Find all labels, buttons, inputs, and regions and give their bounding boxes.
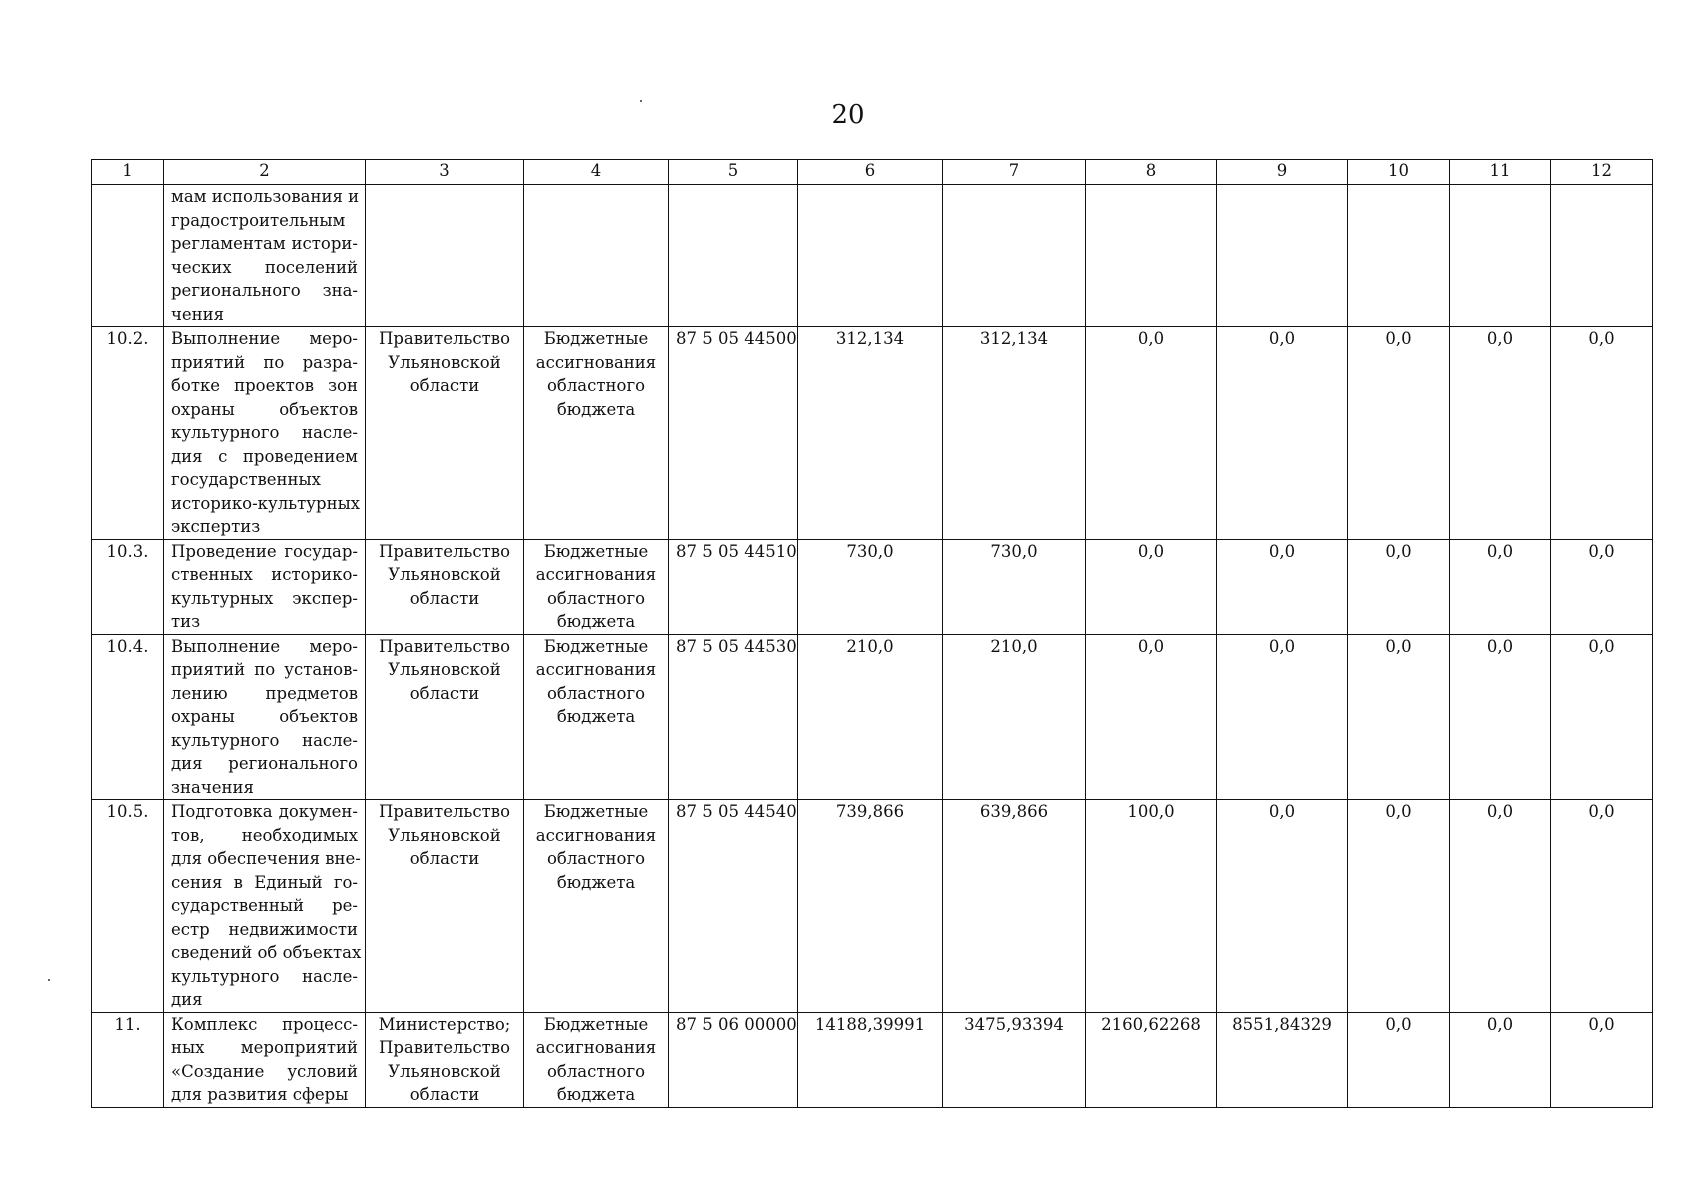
funding-source-line: бюджета — [556, 707, 636, 726]
header-cell-9: 9 — [1217, 160, 1348, 185]
value-cell-col-7 — [943, 185, 1086, 327]
value-cell-col-10: 0,0 — [1348, 1012, 1450, 1107]
funding-source-line: Бюджетные — [543, 541, 649, 561]
value-cell-col-8: 0,0 — [1086, 539, 1217, 634]
funding-source-cell — [524, 185, 669, 327]
measure-name-cell — [164, 1012, 366, 1107]
header-cell-1: 1 — [92, 160, 164, 185]
value-cell-col-12: 0,0 — [1551, 634, 1653, 800]
measure-name-line: Подготовка докумен- — [171, 802, 358, 821]
executor-line: Ульяновской — [388, 565, 501, 584]
table-row — [92, 1012, 1653, 1107]
measure-name-line: мам использования и — [171, 187, 360, 206]
table-row — [92, 327, 1653, 540]
value-cell-col-9: 0,0 — [1217, 539, 1348, 634]
header-cell-11: 11 — [1450, 160, 1551, 185]
measure-name-line: экспертиз — [171, 517, 261, 536]
measure-name-cell — [164, 800, 366, 1013]
value-cell-col-9: 0,0 — [1217, 327, 1348, 540]
measure-name-line: регионального зна- — [171, 281, 358, 300]
value-cell-col-10 — [1348, 185, 1450, 327]
executor-line: Ульяновской — [388, 352, 501, 372]
measure-name-line: Комплекс процесс- — [171, 1014, 358, 1034]
executor-cell — [366, 327, 524, 540]
budget-code-cell: 87 5 05 44500 — [669, 327, 798, 540]
table-row — [92, 185, 1653, 327]
budget-table — [91, 159, 1653, 1108]
measure-name-line: охраны объектов — [171, 399, 358, 419]
funding-source-line: Бюджетные — [543, 329, 649, 348]
budget-code-cell: 87 5 05 44510 — [669, 539, 798, 634]
executor-line: Правительство — [378, 802, 511, 821]
scan-speck — [48, 979, 50, 981]
header-cell-6: 6 — [798, 160, 943, 185]
executor-line: Правительство — [378, 636, 511, 656]
header-cell-4: 4 — [524, 160, 669, 185]
executor-line: области — [409, 588, 480, 608]
measure-name-line: для развития сферы — [171, 1085, 349, 1104]
value-cell-col-11 — [1450, 185, 1551, 327]
measure-name-line: охраны объектов — [171, 707, 358, 726]
funding-source-line: ассигнования — [535, 825, 657, 845]
value-cell-col-10: 0,0 — [1348, 800, 1450, 1013]
funding-source-line: областного — [546, 849, 646, 868]
budget-code-cell: 87 5 05 44530 — [669, 634, 798, 800]
value-cell-col-6: 730,0 — [798, 539, 943, 634]
value-cell-col-12: 0,0 — [1551, 327, 1653, 540]
funding-source-line: Бюджетные — [543, 636, 649, 656]
header-cell-5: 5 — [669, 160, 798, 185]
measure-name-line: ботке проектов зон — [171, 376, 358, 395]
header-cell-2: 2 — [164, 160, 366, 185]
funding-source-line: ассигнования — [535, 660, 657, 679]
measure-name-line: культурных экспер- — [171, 588, 358, 608]
measure-name-line: чения — [171, 304, 225, 324]
measure-name-line: для обеспечения вне- — [171, 849, 361, 868]
funding-source-line: ассигнования — [535, 565, 657, 584]
funding-source-line: бюджета — [556, 612, 636, 631]
measure-name-line: Выполнение меро- — [171, 636, 358, 656]
funding-source-line: ассигнования — [535, 1038, 657, 1057]
executor-line: Ульяновской — [388, 1061, 501, 1081]
value-cell-col-6: 210,0 — [798, 634, 943, 800]
measure-name-line: приятий по разра- — [171, 352, 358, 372]
measure-name-line: ных мероприятий — [171, 1038, 358, 1057]
measure-name-line: ственных историко- — [171, 565, 358, 584]
measure-name-line: дия — [171, 990, 203, 1009]
budget-code-cell: 87 5 06 00000 — [669, 1012, 798, 1107]
header-cell-10: 10 — [1348, 160, 1450, 185]
measure-name-line: сударственный ре- — [171, 896, 358, 915]
executor-line: Ульяновской — [388, 825, 501, 845]
value-cell-col-10: 0,0 — [1348, 539, 1450, 634]
funding-source-line: областного — [546, 683, 646, 703]
value-cell-col-10: 0,0 — [1348, 634, 1450, 800]
executor-line: Ульяновской — [388, 660, 501, 679]
executor-cell — [366, 800, 524, 1013]
measure-name-cell — [164, 634, 366, 800]
funding-source-cell — [524, 539, 669, 634]
funding-source-line: бюджета — [556, 399, 636, 419]
row-number-cell: 11. — [92, 1012, 164, 1107]
measure-name-line: значения — [171, 777, 254, 797]
table-row — [92, 634, 1653, 800]
value-cell-col-8: 0,0 — [1086, 327, 1217, 540]
measure-name-line: тиз — [171, 612, 201, 631]
measure-name-line: градостроительным — [171, 210, 346, 230]
page-number: 20 — [831, 100, 865, 130]
funding-source-cell — [524, 800, 669, 1013]
measure-name-line: приятий по установ- — [171, 660, 358, 679]
value-cell-col-8 — [1086, 185, 1217, 327]
executor-cell — [366, 634, 524, 800]
table-row — [92, 539, 1653, 634]
executor-line: области — [409, 683, 480, 703]
header-cell-8: 8 — [1086, 160, 1217, 185]
value-cell-col-8: 2160,62268 — [1086, 1012, 1217, 1107]
value-cell-col-11: 0,0 — [1450, 634, 1551, 800]
row-number-cell: 10.4. — [92, 634, 164, 800]
header-cell-12: 12 — [1551, 160, 1653, 185]
funding-source-line: Бюджетные — [543, 802, 649, 821]
funding-source-line: Бюджетные — [543, 1014, 649, 1034]
value-cell-col-6: 312,134 — [798, 327, 943, 540]
value-cell-col-12 — [1551, 185, 1653, 327]
executor-line: Правительство — [378, 329, 511, 348]
value-cell-col-12: 0,0 — [1551, 539, 1653, 634]
measure-name-line: регламентам истори- — [171, 234, 358, 253]
value-cell-col-7: 639,866 — [943, 800, 1086, 1013]
budget-code-cell — [669, 185, 798, 327]
executor-cell — [366, 539, 524, 634]
funding-source-line: ассигнования — [535, 352, 657, 372]
value-cell-col-9: 0,0 — [1217, 634, 1348, 800]
value-cell-col-11: 0,0 — [1450, 327, 1551, 540]
measure-name-line: тов, необходимых — [171, 825, 358, 845]
executor-line: области — [409, 376, 480, 395]
row-number-cell — [92, 185, 164, 327]
budget-code-cell: 87 5 05 44540 — [669, 800, 798, 1013]
table-row — [92, 800, 1653, 1013]
measure-name-line: Выполнение меро- — [171, 329, 358, 348]
funding-source-line: бюджета — [556, 872, 636, 892]
value-cell-col-12: 0,0 — [1551, 1012, 1653, 1107]
value-cell-col-6 — [798, 185, 943, 327]
value-cell-col-8: 0,0 — [1086, 634, 1217, 800]
value-cell-col-7: 730,0 — [943, 539, 1086, 634]
value-cell-col-7: 312,134 — [943, 327, 1086, 540]
executor-line: Правительство — [378, 541, 511, 561]
funding-source-cell — [524, 634, 669, 800]
measure-name-cell — [164, 327, 366, 540]
executor-cell — [366, 185, 524, 327]
header-cell-7: 7 — [943, 160, 1086, 185]
row-number-cell: 10.5. — [92, 800, 164, 1013]
value-cell-col-8: 100,0 — [1086, 800, 1217, 1013]
measure-name-line: культурного насле- — [171, 423, 358, 442]
executor-cell — [366, 1012, 524, 1107]
value-cell-col-6: 739,866 — [798, 800, 943, 1013]
measure-name-line: лению предметов — [171, 683, 358, 703]
measure-name-line: Проведение государ- — [171, 541, 358, 561]
measure-name-cell — [164, 539, 366, 634]
value-cell-col-7: 210,0 — [943, 634, 1086, 800]
funding-source-cell — [524, 327, 669, 540]
table-body — [92, 160, 1653, 1108]
value-cell-col-9: 8551,84329 — [1217, 1012, 1348, 1107]
funding-source-line: областного — [546, 376, 646, 395]
measure-name-line: дия регионального — [171, 754, 358, 773]
value-cell-col-12: 0,0 — [1551, 800, 1653, 1013]
value-cell-col-9: 0,0 — [1217, 800, 1348, 1013]
funding-source-line: бюджета — [556, 1085, 636, 1104]
value-cell-col-6: 14188,39991 — [798, 1012, 943, 1107]
measure-name-line: культурного насле- — [171, 730, 358, 750]
row-number-cell: 10.2. — [92, 327, 164, 540]
value-cell-col-11: 0,0 — [1450, 1012, 1551, 1107]
executor-line: Министерство; — [378, 1014, 511, 1034]
row-number-cell: 10.3. — [92, 539, 164, 634]
value-cell-col-11: 0,0 — [1450, 800, 1551, 1013]
scan-speck — [640, 100, 642, 102]
funding-source-line: областного — [546, 588, 646, 608]
executor-line: Правительство — [378, 1038, 511, 1057]
measure-name-line: естр недвижимости — [171, 919, 358, 939]
header-cell-3: 3 — [366, 160, 524, 185]
measure-name-line: «Создание условий — [171, 1061, 358, 1081]
executor-line: области — [409, 1085, 480, 1104]
value-cell-col-9 — [1217, 185, 1348, 327]
table-header-row — [92, 160, 1653, 185]
funding-source-cell — [524, 1012, 669, 1107]
value-cell-col-11: 0,0 — [1450, 539, 1551, 634]
measure-name-line: государственных — [171, 470, 321, 489]
measure-name-line: ческих поселений — [171, 257, 358, 277]
executor-line: области — [409, 849, 480, 868]
measure-name-line: дия с проведением — [171, 446, 358, 466]
measure-name-line: сения в Единый го- — [171, 872, 358, 892]
measure-name-line: сведений об объектах — [171, 943, 362, 962]
measure-name-line: культурного насле- — [171, 966, 358, 986]
measure-name-line: историко-культурных — [171, 493, 361, 513]
measure-name-cell — [164, 185, 366, 327]
value-cell-col-10: 0,0 — [1348, 327, 1450, 540]
value-cell-col-7: 3475,93394 — [943, 1012, 1086, 1107]
funding-source-line: областного — [546, 1061, 646, 1081]
